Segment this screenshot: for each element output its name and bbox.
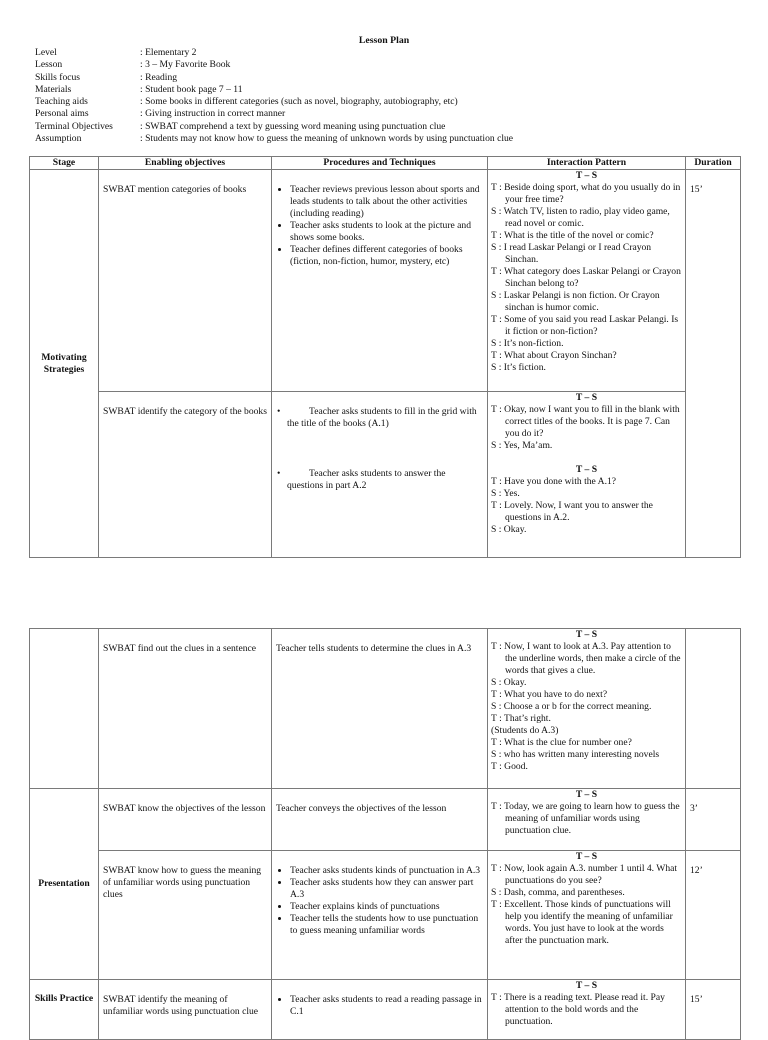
procedure-item: • Teacher explains kinds of punctuations xyxy=(290,901,484,913)
dialog-line: T : Today, we are going to learn how to guess the meaning of unfamiliar words using punctuation clue. xyxy=(491,801,680,836)
dialog-line: S : Laskar Pelangi is non fiction. Or Crayon sinchan is humor comic. xyxy=(491,290,660,313)
dialog-line: S : Choose a or b for the correct meaning. xyxy=(491,701,652,712)
dialog-line: S : Okay. xyxy=(491,677,527,688)
meta-row xyxy=(35,47,755,59)
dialog-line: T : What you have to do next? xyxy=(491,689,608,700)
procedure-list xyxy=(275,994,484,1018)
interaction-heading: T – S xyxy=(575,464,598,475)
objective-mention-categories: SWBAT mention categories of books xyxy=(99,170,272,392)
dialog-line: S : Watch TV, listen to radio, play video game, read novel or comic. xyxy=(491,206,670,229)
duration-empty xyxy=(686,629,741,789)
procedure-item: • Teacher asks students to look at the picture and shows some books. xyxy=(290,220,484,244)
procedures-cell xyxy=(272,980,488,1040)
header-interaction-pattern: Interaction Pattern xyxy=(488,157,686,170)
dialog-line: T : What about Crayon Sinchan? xyxy=(491,350,617,361)
procedure-item: • Teacher asks students to answer the questions in part A.2 xyxy=(275,468,484,492)
stage-skills-practice: Skills Practice xyxy=(30,980,99,1040)
header-enabling-objectives: Enabling objectives xyxy=(99,157,272,170)
dialog-line: T : What category does Laskar Pelangi or Crayon Sinchan belong to? xyxy=(491,266,681,289)
interaction-heading: T – S xyxy=(575,629,598,640)
meta-value: : SWBAT comprehend a text by guessing word meaning using punctuation clue xyxy=(140,120,446,132)
interaction-heading: T – S xyxy=(575,170,598,181)
meta-row xyxy=(35,72,755,84)
dialog-line: T : That’s right. xyxy=(491,713,551,724)
meta-key: Assumption xyxy=(35,133,82,145)
interaction-cell xyxy=(488,851,686,980)
meta-key: Level xyxy=(35,47,57,58)
objective-identify-category: SWBAT identify the category of the books xyxy=(99,392,272,558)
meta-key: Skills focus xyxy=(35,71,81,83)
interaction-heading: T – S xyxy=(575,392,598,403)
dialog-line: S : I read Laskar Pelangi or I read Crayon Sinchan. xyxy=(491,242,652,265)
dialog xyxy=(491,992,682,1028)
page-title: Lesson Plan xyxy=(358,35,410,46)
procedure-item: • Teacher asks students to fill in the grid with the title of the books (A.1) xyxy=(275,406,484,430)
procedure-determine-clues: Teacher tells students to determine the clues in A.3 xyxy=(272,629,488,789)
dialog-line: S : It’s non-fiction. xyxy=(491,338,564,349)
header-stage: Stage xyxy=(30,157,99,170)
dialog-line: S : It’s fiction. xyxy=(491,362,546,373)
procedure-list xyxy=(275,865,484,937)
meta-row xyxy=(35,59,755,71)
stage-motivating-strategies: Motivating Strategies xyxy=(30,170,99,558)
objective-guess-meaning: SWBAT know how to guess the meaning of unfamiliar words using punctuation clues xyxy=(99,851,272,980)
dialog-line: T : Have you done with the A.1? xyxy=(491,476,617,487)
lesson-meta xyxy=(35,47,755,145)
lesson-table-page-2 xyxy=(29,628,741,1040)
meta-key: Teaching aids xyxy=(35,96,88,108)
meta-key: Terminal Objectives xyxy=(35,120,113,132)
dialog-line: T : Okay, now I want you to fill in the blank with correct titles of the books. It is page 7. Can you do it? xyxy=(491,404,680,439)
dialog-line: T : Good. xyxy=(491,761,528,772)
dialog xyxy=(491,801,682,837)
lesson-table-page-1 xyxy=(29,156,741,558)
header-duration: Duration xyxy=(686,157,741,170)
duration-skills-practice: 15’ xyxy=(686,980,741,1040)
procedures-cell xyxy=(272,392,488,558)
objective-identify-meaning: SWBAT identify the meaning of unfamiliar words using punctuation clue xyxy=(99,980,272,1040)
meta-key: Personal aims xyxy=(35,108,89,120)
duration-motivating: 15’ xyxy=(686,170,741,558)
dialog xyxy=(491,641,682,773)
meta-value: : Giving instruction in correct manner xyxy=(140,108,286,120)
procedure-item: • Teacher asks students to read a reading passage in C.1 xyxy=(290,994,484,1018)
dialog-line: T : There is a reading text. Please read it. Pay attention to the bold words and the punctuation. xyxy=(491,992,665,1027)
interaction-heading: T – S xyxy=(575,851,598,862)
procedures-cell xyxy=(272,170,488,392)
dialog-line: T : What is the title of the novel or comic? xyxy=(491,230,654,241)
meta-key: Materials xyxy=(35,83,72,95)
procedure-list xyxy=(275,184,484,268)
dialog-line: T : What is the clue for number one? xyxy=(491,737,632,748)
interaction-cell xyxy=(488,980,686,1040)
stage-empty xyxy=(30,629,99,789)
meta-value: : Reading xyxy=(140,71,178,83)
procedure-item: • Teacher defines different categories of books (fiction, non-fiction, humor, mystery, etc) xyxy=(290,244,484,268)
dialog-line: T : Now, I want to look at A.3. Pay attention to the underline words, then make a circle of the words that gives a clue. xyxy=(491,641,681,676)
dialog-line: T : Now, look again A.3. number 1 until 4. What punctuations do you see? xyxy=(491,863,678,886)
meta-row xyxy=(35,133,755,145)
interaction-cell xyxy=(488,170,686,392)
procedure-item: • Teacher tells the students how to use punctuation to guess meaning unfamiliar words xyxy=(290,913,484,937)
meta-value: : Some books in different categories (such as novel, biography, autobiography, etc) xyxy=(140,96,458,108)
interaction-cell xyxy=(488,629,686,789)
dialog xyxy=(491,476,682,536)
meta-row xyxy=(35,84,755,96)
procedure-item: • Teacher asks students kinds of punctuation in A.3 xyxy=(290,865,484,877)
dialog xyxy=(491,182,682,374)
objective-know-objectives: SWBAT know the objectives of the lesson xyxy=(99,789,272,851)
header-procedures: Procedures and Techniques xyxy=(272,157,488,170)
dialog-line: S : Yes. xyxy=(491,488,520,499)
dialog-line: S : Yes, Ma’am. xyxy=(491,440,553,451)
meta-value: : Elementary 2 xyxy=(140,47,197,58)
interaction-heading: T – S xyxy=(575,789,598,800)
dialog-line: T : Beside doing sport, what do you usually do in your free time? xyxy=(491,182,681,205)
duration-presentation-1: 3’ xyxy=(686,789,741,851)
dialog-line: T : Excellent. Those kinds of punctuations will help you identify the meaning of unfamiliar words. You just have to look at the words after the punctuation mark. xyxy=(491,899,673,946)
meta-value: : Student book page 7 – 11 xyxy=(140,83,243,95)
meta-value: : 3 – My Favorite Book xyxy=(140,59,231,71)
procedure-item: • Teacher asks students how they can answer part A.3 xyxy=(290,877,484,901)
meta-row xyxy=(35,108,755,120)
dialog-line: T : Some of you said you read Laskar Pelangi. Is it fiction or non-fiction? xyxy=(491,314,679,337)
meta-value: : Students may not know how to guess the meaning of unknown words by using punctuation clue xyxy=(140,133,514,145)
meta-row xyxy=(35,96,755,108)
interaction-cell xyxy=(488,392,686,558)
interaction-heading: T – S xyxy=(575,980,598,991)
procedure-item: • Teacher reviews previous lesson about sports and leads students to talk about the other activities (including reading) xyxy=(290,184,484,220)
stage-presentation: Presentation xyxy=(30,789,99,980)
dialog-line: T : Lovely. Now, I want you to answer the questions in A.2. xyxy=(491,500,653,523)
dialog xyxy=(491,404,682,452)
dialog-line: S : who has written many interesting novels xyxy=(491,749,660,760)
interaction-cell xyxy=(488,789,686,851)
dialog-line: S : Dash, comma, and parentheses. xyxy=(491,887,625,898)
dialog xyxy=(491,863,682,947)
dialog-line: S : Okay. xyxy=(491,524,527,535)
dialog-line: (Students do A.3) xyxy=(491,725,559,736)
duration-presentation-2: 12’ xyxy=(686,851,741,980)
objective-find-clues: SWBAT find out the clues in a sentence xyxy=(99,629,272,789)
procedure-convey-objectives: Teacher conveys the objectives of the lesson xyxy=(272,789,488,851)
meta-row xyxy=(35,121,755,133)
procedures-cell xyxy=(272,851,488,980)
meta-key: Lesson xyxy=(35,59,63,71)
